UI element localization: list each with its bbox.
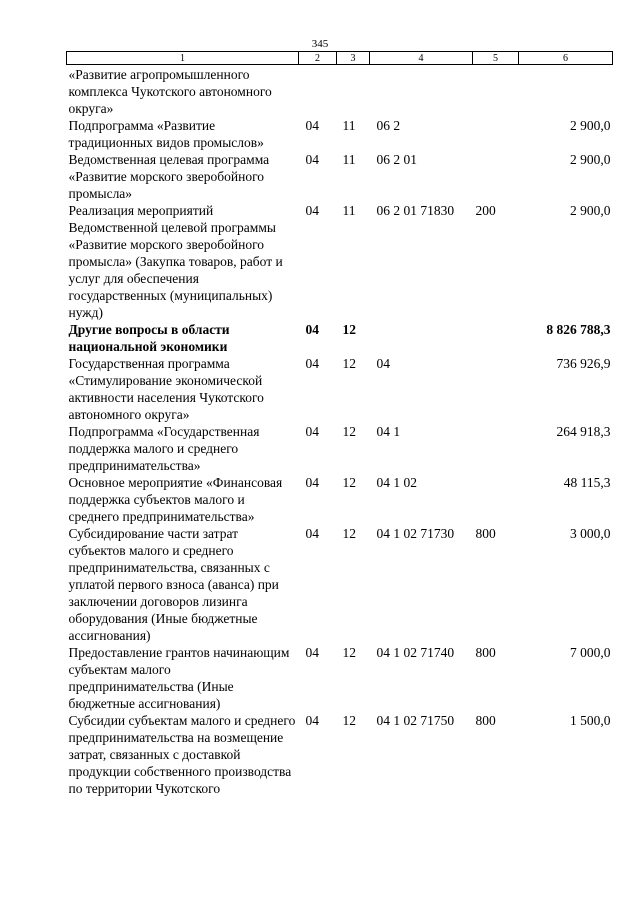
row-section-code: 04	[305, 424, 319, 439]
row-expense-type-code	[473, 117, 519, 151]
row-expense-type-code: 200	[475, 203, 496, 218]
row-expense-type-code	[473, 151, 519, 202]
table-row	[67, 712, 613, 797]
row-section-code: 04	[305, 356, 319, 371]
row-target-article-code: 06 2	[376, 118, 401, 133]
row-target-article-code: 04 1 02 71740	[376, 645, 455, 660]
row-amount: 8 826 788,3	[546, 322, 611, 337]
row-section-code	[299, 65, 337, 118]
row-expense-type-code	[473, 355, 519, 423]
column-header-1: 1	[67, 52, 299, 65]
budget-table	[66, 51, 613, 797]
column-number-row	[67, 52, 613, 65]
row-name: Субсидии субъектам малого и среднего предпринимательства на возмещение затрат, связанных с доставкой продукции собственного производства по территории Чукотского	[68, 713, 296, 796]
row-target-article-code: 04 1 02 71750	[376, 713, 455, 728]
row-expense-type-code: 800	[475, 526, 496, 541]
row-target-article-code	[370, 321, 473, 355]
row-section-code: 04	[305, 645, 319, 660]
row-subsection-code: 12	[342, 713, 356, 728]
row-name: Основное мероприятие «Финансовая поддержка субъектов малого и среднего предпринимательства»	[68, 475, 283, 524]
row-target-article-code: 06 2 01 71830	[376, 203, 455, 218]
row-amount: 1 500,0	[570, 713, 611, 728]
table-row	[67, 321, 613, 355]
row-subsection-code	[337, 65, 370, 118]
row-subsection-code: 11	[342, 203, 356, 218]
row-subsection-code: 11	[342, 118, 356, 133]
table-row	[67, 151, 613, 202]
table-row	[67, 202, 613, 321]
row-section-code: 04	[305, 526, 319, 541]
row-target-article-code: 04 1 02	[376, 475, 417, 490]
row-name: Подпрограмма «Государственная поддержка малого и среднего предпринимательства»	[68, 424, 260, 473]
page-number: 345	[311, 38, 329, 50]
row-name: Государственная программа «Стимулирование экономической активности населения Чукотского автономного округа»	[68, 356, 264, 422]
row-name: Другие вопросы в области национальной экономики	[68, 322, 230, 354]
column-header-2: 2	[299, 52, 337, 65]
row-expense-type-code	[473, 321, 519, 355]
table-row	[67, 65, 613, 118]
row-target-article-code: 04	[376, 356, 390, 371]
row-section-code: 04	[305, 322, 319, 337]
table-row	[67, 355, 613, 423]
row-target-article-code	[370, 65, 473, 118]
table-header	[67, 52, 613, 65]
row-subsection-code: 11	[342, 152, 356, 167]
table-row	[67, 644, 613, 712]
row-name: «Развитие агропромышленного комплекса Чукотского автономного округа»	[68, 67, 272, 116]
row-amount: 2 900,0	[570, 118, 611, 133]
row-subsection-code: 12	[342, 526, 356, 541]
row-section-code: 04	[305, 475, 319, 490]
row-amount: 2 900,0	[570, 203, 611, 218]
row-section-code: 04	[305, 713, 319, 728]
row-subsection-code: 12	[342, 322, 356, 337]
row-section-code: 04	[305, 152, 319, 167]
row-amount: 736 926,9	[556, 356, 611, 371]
column-header-5: 5	[473, 52, 519, 65]
row-expense-type-code: 800	[475, 713, 496, 728]
row-name: Подпрограмма «Развитие традиционных видов промыслов»	[68, 118, 264, 150]
row-target-article-code: 04 1 02 71730	[376, 526, 455, 541]
row-subsection-code: 12	[342, 424, 356, 439]
row-section-code: 04	[305, 203, 319, 218]
row-name: Предоставление грантов начинающим субъектам малого предпринимательства (Иные бюджетные ассигнования)	[68, 645, 290, 711]
row-name: Реализация мероприятий Ведомственной целевой программы «Развитие морского зверобойного промысла» (Закупка товаров, работ и услуг для обеспечения государственных (муниципальных) нужд)	[68, 203, 283, 320]
row-subsection-code: 12	[342, 475, 356, 490]
column-header-4: 4	[370, 52, 473, 65]
row-subsection-code: 12	[342, 645, 356, 660]
column-header-6: 6	[519, 52, 613, 65]
row-expense-type-code	[473, 423, 519, 474]
table-row	[67, 525, 613, 644]
row-expense-type-code: 800	[475, 645, 496, 660]
row-name: Ведомственная целевая программа «Развитие морского зверобойного промысла»	[68, 152, 270, 201]
row-amount: 2 900,0	[570, 152, 611, 167]
table-row	[67, 423, 613, 474]
row-amount: 264 918,3	[556, 424, 611, 439]
row-subsection-code: 12	[342, 356, 356, 371]
table-body	[67, 65, 613, 798]
row-amount	[519, 65, 613, 118]
row-target-article-code: 04 1	[376, 424, 401, 439]
row-amount: 48 115,3	[563, 475, 611, 490]
column-header-3: 3	[337, 52, 370, 65]
table-row	[67, 474, 613, 525]
row-name: Субсидирование части затрат субъектов малого и среднего предпринимательства, связанных с уплатой первого взноса (аванса) при заключении договоров лизинга оборудования (Иные бюджетные ассигнования)	[68, 526, 279, 643]
row-target-article-code: 06 2 01	[376, 152, 417, 167]
table-row	[67, 117, 613, 151]
row-section-code: 04	[305, 118, 319, 133]
row-amount: 7 000,0	[570, 645, 611, 660]
row-expense-type-code	[473, 65, 519, 118]
row-amount: 3 000,0	[570, 526, 611, 541]
row-expense-type-code	[473, 474, 519, 525]
